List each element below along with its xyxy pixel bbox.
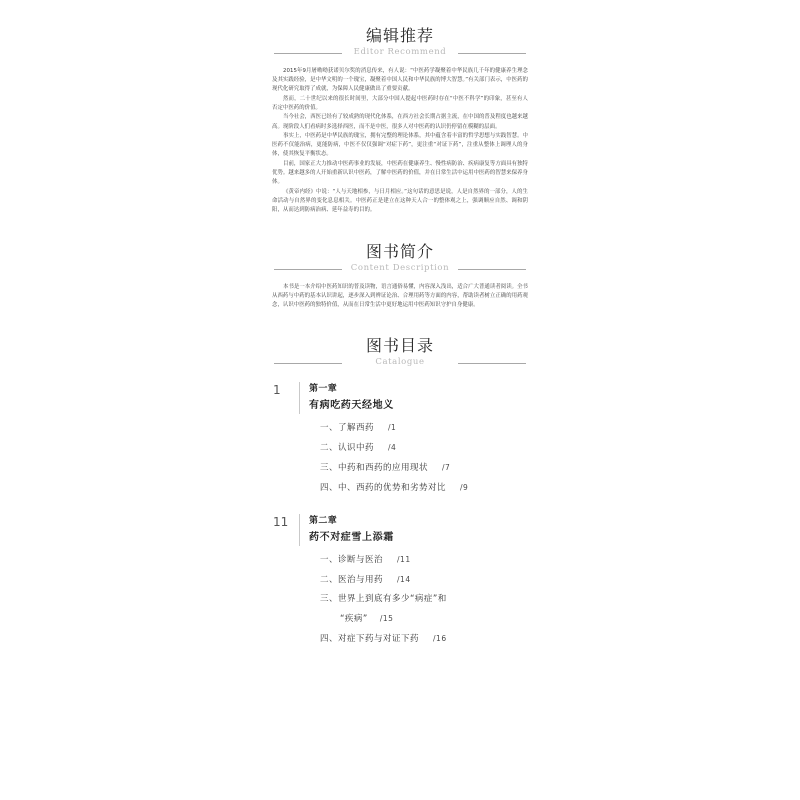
section-header-catalogue xyxy=(272,336,528,368)
chapter-heading xyxy=(272,382,528,414)
chapter-toc-list xyxy=(272,550,528,649)
toc-entry-continuation xyxy=(320,609,528,629)
section-title-catalogue: 图书目录 xyxy=(365,336,434,356)
section-header-editor-recommend xyxy=(272,26,528,58)
section-subtitle-content-description: Content Description xyxy=(350,262,450,273)
section-header-content-description xyxy=(272,242,528,274)
chapter-page-number: 1 xyxy=(273,383,281,398)
paragraph: 然而，二十世纪以来的很长时间里，大部分中国人提起中医药时存在“中医不科学”的印象，甚至有人否定中医药的价值。 xyxy=(272,95,528,111)
section-title-content-description: 图书简介 xyxy=(365,241,434,261)
editor-recommend-body xyxy=(272,67,528,215)
header-rule-right xyxy=(458,269,526,270)
section-title-editor-recommend: 编辑推荐 xyxy=(365,26,434,45)
toc-entry-page: /9 xyxy=(460,483,469,493)
paragraph: 2015年9月屠呦呦获诺贝尔奖的消息传来，有人说：“中医药学凝聚着中华民族几千年的健康养生理念及其实践经验，是中华文明的一个瑰宝，凝聚着中国人民和中华民族的博大智慧。”有关部门表示，中医药的现代化研究取得了成就，为保障人民健康做出了重要贡献。 xyxy=(272,68,528,93)
toc-entry-label: 二、认识中药 xyxy=(320,443,375,454)
toc-entry[interactable] xyxy=(272,590,528,629)
paragraph: 当今社会，西医已经有了较成熟的现代化体系，在西方社会长期占据主流，在中国的普及程度也越来越高。现阶段人们看病时多选择西医，而不是中医，很多人对中医药的认识仍停留在模糊的层面。 xyxy=(272,114,528,130)
toc-entry-page: /14 xyxy=(397,575,411,585)
chapter-divider-bar xyxy=(299,514,300,546)
toc-entry[interactable] xyxy=(272,438,528,458)
header-rule-left xyxy=(274,363,342,364)
toc-entry-page: /1 xyxy=(388,423,397,433)
toc-entry-label: 二、医治与用药 xyxy=(320,575,384,586)
toc-entry-label: 四、中、西药的优势和劣势对比 xyxy=(320,483,447,494)
toc-entry-page: /15 xyxy=(379,614,394,624)
section-subtitle-catalogue: Catalogue xyxy=(375,357,425,368)
toc-entry-label: 三、中药和西药的应用现状 xyxy=(320,463,429,474)
toc-entry-label: 三、世界上到底有多少“病症”和 xyxy=(320,594,447,605)
toc-entry[interactable] xyxy=(272,550,528,570)
chapter-text-group xyxy=(309,382,528,414)
chapter-toc-list xyxy=(272,418,528,498)
toc-entry[interactable] xyxy=(272,478,528,498)
header-rule-right xyxy=(458,53,526,54)
section-subtitle-editor-recommend: Editor Recommend xyxy=(353,47,447,57)
toc-entry[interactable] xyxy=(272,570,528,590)
toc-entry-label-line2: “疾病” xyxy=(340,614,368,625)
content-column xyxy=(272,0,528,649)
paragraph: 目前，国家正大力推动中医药事业的发展，中医药在健康养生、慢性病防治、疾病康复等方面具有独特优势。越来越多的人开始重新认识中医药，了解中医药的价值，并在日常生活中运用中医药的智慧来保养身体。 xyxy=(272,160,528,186)
toc-entry-page: /16 xyxy=(433,634,447,644)
header-rule-left xyxy=(274,53,342,54)
header-rule-right xyxy=(458,363,526,364)
chapter-heading xyxy=(272,514,528,546)
chapter-page-number: 11 xyxy=(273,515,289,530)
toc-entry[interactable] xyxy=(272,629,528,649)
toc-entry-page: /4 xyxy=(388,443,397,453)
catalogue-chapter xyxy=(272,382,528,498)
content-description-body xyxy=(272,283,528,310)
chapter-title: 药不对症雪上添霜 xyxy=(309,532,394,544)
paragraph: 本书是一本介绍中医药知识的普及读物，语言通俗易懂，内容深入浅出，适合广大普通读者阅读。全书从西药与中药的基本认识讲起，逐步深入到辨证论治、合理用药等方面的内容，帮助读者树立正确的用药观念，认识中医药的独特价值，从而在日常生活中更好地运用中医药知识守护自身健康。 xyxy=(272,283,528,308)
catalogue-chapter xyxy=(272,514,528,649)
toc-entry[interactable] xyxy=(272,458,528,478)
toc-entry-label: 一、诊断与医治 xyxy=(320,555,384,566)
toc-entry-label: 一、了解西药 xyxy=(320,423,375,434)
toc-entry-page: /7 xyxy=(442,463,451,473)
toc-entry[interactable] xyxy=(272,418,528,438)
chapter-divider-bar xyxy=(299,382,300,414)
catalogue-list xyxy=(272,382,528,649)
toc-entry-page: /11 xyxy=(397,555,411,565)
toc-entry-label: 四、对症下药与对证下药 xyxy=(320,634,420,645)
chapter-text-group xyxy=(309,514,528,546)
chapter-title: 有病吃药天经地义 xyxy=(309,400,394,412)
chapter-label: 第一章 xyxy=(309,384,338,395)
chapter-label: 第二章 xyxy=(309,516,338,527)
header-rule-left xyxy=(274,269,342,270)
paragraph: 事实上，中医药是中华民族的瑰宝，拥有完整的理论体系，其中蕴含着丰富的哲学思想与实践智慧。中医药不仅能治病，更能防病，中医不仅仅强调“对症下药”，更注重“对证下药”，注重从整体上调理人的身体，使其恢复平衡状态。 xyxy=(272,133,528,158)
paragraph: 《黄帝内经》中说：“人与天地相参，与日月相应。”这句话的意思是说，人是自然界的一部分，人的生命活动与自然界的变化息息相关。中医药正是建立在这种天人合一的整体观之上，强调顺应自然、调和阴阳，从而达到防病治病、延年益寿的目的。 xyxy=(272,188,528,213)
